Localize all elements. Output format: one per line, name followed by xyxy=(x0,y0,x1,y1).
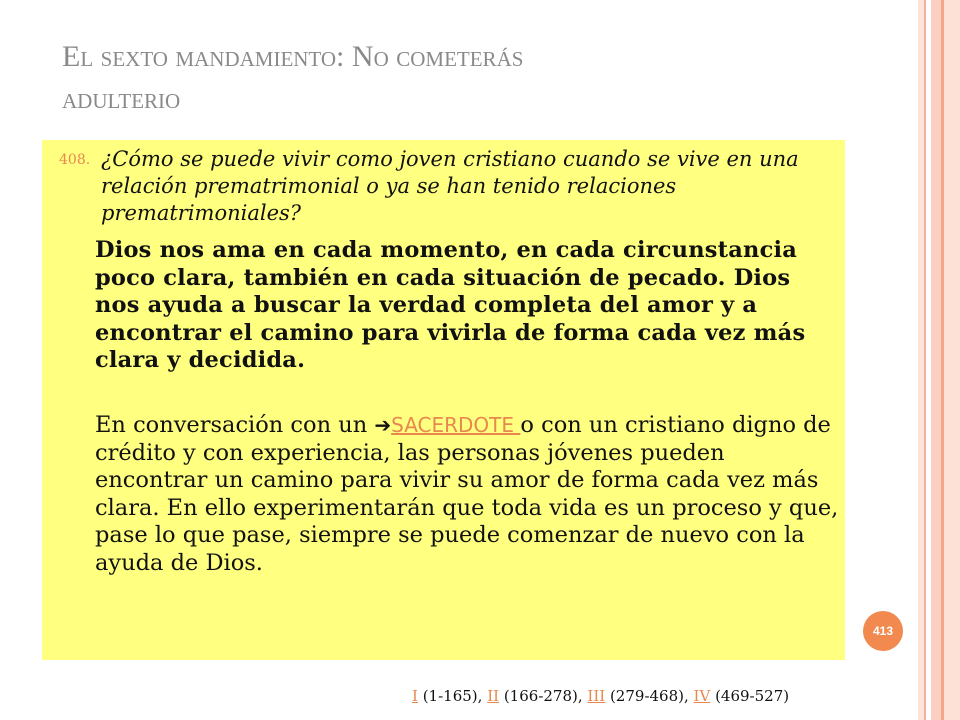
question-text: ¿Cómo se puede vivir como joven cristiano cuando se vive en una relación prematrimonial o ya se han tenido relaciones prematrimoniales? xyxy=(101,147,799,225)
stripe-5 xyxy=(944,0,960,720)
footer-link-iv[interactable]: IV xyxy=(693,687,711,705)
footer-link-iii[interactable]: III xyxy=(587,687,606,705)
arrow-icon: ➔ xyxy=(374,413,392,437)
page-number-badge: 413 xyxy=(863,611,903,651)
sacerdote-link[interactable]: SACERDOTE xyxy=(391,413,521,437)
answer-paragraph: En conversación con un ➔SACERDOTE o con un cristiano digno de crédito y con experiencia, las personas jóvenes pueden encontrar un camino para vivir su amor de forma cada vez más clara. En ello experimentarán que toda vida es un proceso y que, pase lo que pase, siempre se puede comenzar de nuevo con la ayuda de Dios. xyxy=(95,412,839,576)
question-number: 408. xyxy=(59,152,91,168)
footer-nav: I (1-165), II (166-278), III (279-468), IV (469-527) xyxy=(412,687,790,705)
footer-link-ii[interactable]: II xyxy=(487,687,500,705)
stripe-3 xyxy=(931,0,941,720)
answer-bold: Dios nos ama en cada momento, en cada circunstancia poco clara, también en cada situación de pecado. Dios nos ayuda a buscar la verdad completa del amor y a encontrar el camino para vivirla de forma cada vez más clara y decidida. xyxy=(95,237,806,373)
footer-link-i[interactable]: I xyxy=(412,687,418,705)
stripe-2 xyxy=(924,0,926,720)
slide-title: El sexto mandamiento: No cometerás adulterio xyxy=(62,40,524,115)
